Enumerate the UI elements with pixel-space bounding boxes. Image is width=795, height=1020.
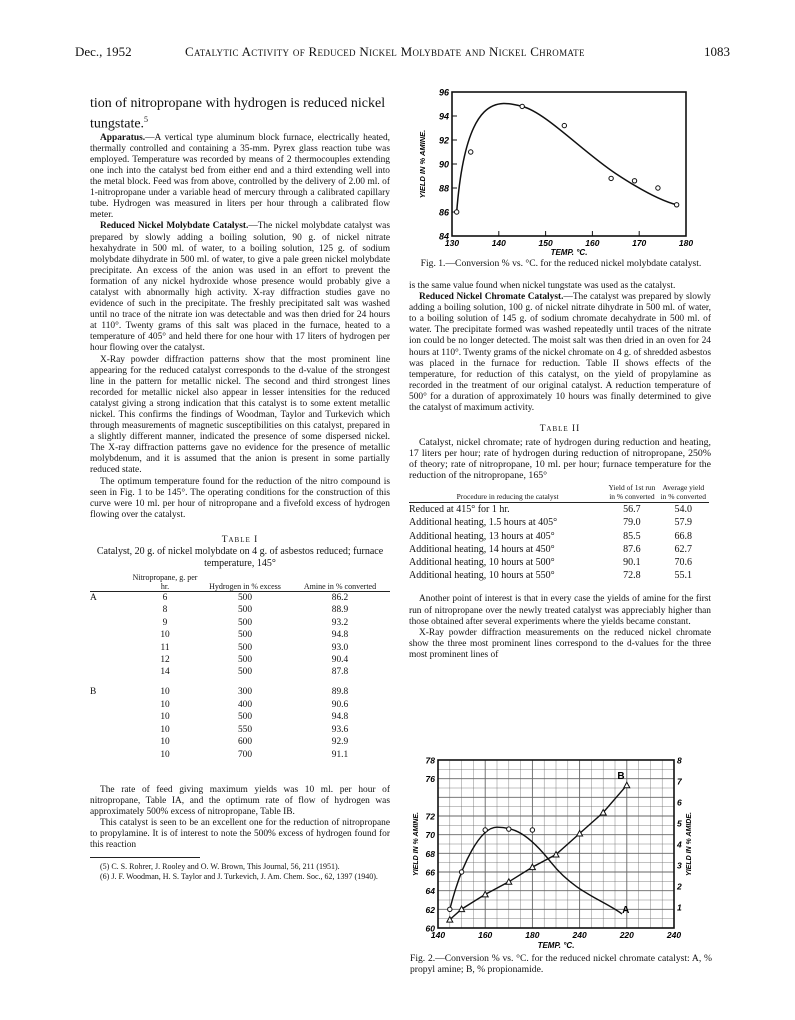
table-cell: 89.8: [331, 687, 349, 698]
table-cell: 94.8: [331, 712, 349, 723]
table-cell: 500: [237, 642, 253, 653]
xray-paragraph: X-Ray powder diffraction patterns show that the most prominent line appearing for the reduced catalyst corresponds to the d-value of the strongest line in the pattern for metallic nickel. The second and third strongest lines recorded for metallic nickel also appear in lesser intensities for the reduced catalyst giving a strong indication that this catalyst is to some extent metallic nickel. This confirms the findings of Woodman, Taylor and Turkevich which through measurements of magnetic susceptibilities on this catalyst, prepared in a slightly different manner, indicated the presence of some dispersed nickel. The X-ray diffraction patterns gave no evidence for the presence of metallic molybdenum, and it is assumed that the anion is present in some partially reduced state.: [90, 354, 390, 476]
y-right-tick-label: 4: [677, 839, 682, 850]
table-cell: [90, 617, 130, 629]
catalyst-excellent-paragraph: This catalyst is seen to be an excellent one for the reduction of nitropropane to propylamine. It is of interest to note the 500% excess of hydrogen found for this reaction: [90, 818, 390, 851]
table-cell: 62.7: [674, 543, 693, 555]
table-cell: 57.9: [674, 517, 693, 529]
series-b-point: [459, 906, 465, 912]
table-cell: 500: [237, 630, 253, 641]
y-axis-label-left: YIELD IN % AMINE.: [413, 812, 420, 876]
table-row: [90, 592, 390, 605]
table-cell: 56.7: [606, 503, 657, 517]
table-cell: 10: [160, 630, 170, 641]
y-tick-label: 62: [425, 904, 435, 915]
same-value-paragraph: is the same value found when nickel tungstate was used as the catalyst.: [409, 281, 676, 291]
x-tick-label: 170: [632, 238, 647, 248]
data-point: [469, 150, 473, 154]
table-row: [409, 530, 709, 543]
x-tick-label: 240: [666, 930, 682, 940]
y-right-tick-label: 5: [677, 818, 682, 829]
data-point: [454, 210, 458, 214]
table2-header-procedure: Procedure in reducing the catalyst: [456, 491, 559, 501]
table-row: [90, 642, 390, 654]
table1-header-amine: Amine in % converted: [303, 582, 377, 592]
table-row: [90, 736, 390, 748]
table-cell: 10: [160, 724, 170, 735]
table-cell: 14: [160, 667, 170, 678]
table-row: [90, 604, 390, 616]
table-cell: 91.1: [331, 749, 349, 760]
header-page-number: 1083: [704, 44, 730, 59]
x-tick-label: 140: [430, 930, 446, 940]
y-tick-label: 78: [425, 755, 435, 766]
y-right-tick-label: 2: [677, 881, 682, 892]
table-cell: [90, 699, 130, 711]
y-right-tick-label: 1: [677, 902, 682, 913]
x-axis-label: TEMP. °C.: [537, 941, 575, 950]
x-tick-label: 160: [478, 930, 493, 940]
series-b-point: [529, 864, 535, 870]
series-a-label: A: [622, 905, 630, 917]
series-a-point: [483, 828, 487, 832]
table-cell: 93.6: [331, 724, 349, 735]
table-cell: 85.5: [623, 530, 641, 542]
data-point: [609, 176, 613, 180]
table-cell: 6: [162, 593, 168, 604]
chromate-paragraph: Reduced Nickel Chromate Catalyst.—The catalyst was prepared by slowly adding a boiling solution, 100 g. of nickel nitrate dihydrate in 500 ml. of water, to a boiling solution of 145 g. of sodium chromate decahydrate in 500 ml. of water. The precipitate formed was washed repeatedly until traces of the nitrate ion could be no longer detected. The moist salt was then dried in an oven for 24 hours at 110°. Twenty grams of the nickel chromate on 4 g. of shredded asbestos was placed in the furnace for reduction. Table II shows effects of the temperature, for reduction of this catalyst, on the yield of propylamine as recorded in the treatment of our original catalyst. A reduction temperature of 500° for a duration of approximately 10 hours was finally determined to give the catalyst of maximum activity.: [409, 292, 711, 414]
data-point: [562, 123, 566, 127]
y-right-tick-label: 7: [677, 776, 682, 787]
table-cell: [90, 724, 130, 736]
footnote-divider: [90, 857, 200, 858]
x-tick-label: 180: [525, 930, 540, 940]
table-cell: 87.8: [331, 667, 349, 678]
table1-title: Table I: [221, 534, 259, 545]
table-cell: Additional heating, 10 hours at 550°: [409, 570, 555, 582]
table2-caption: Catalyst, nickel chromate; rate of hydrogen during reduction and heating, 17 liters per hour; rate of hydrogen during reduction of nitropropane, 250% of theory; rate of nitropropane, 10 ml. per hour; furnace temperature for the reduction of the nitropropane, 165°: [409, 437, 711, 482]
data-point: [656, 186, 660, 190]
x-axis-label: TEMP. °C.: [550, 248, 588, 257]
y-tick-label: 88: [438, 183, 449, 194]
series-a-point: [530, 828, 534, 832]
y-tick-label: 86: [438, 207, 449, 218]
y-tick-label: 84: [438, 231, 449, 242]
table-cell: 90.4: [331, 655, 349, 666]
table1-header-nitropropane: Nitropropane, g. per hr.: [132, 573, 198, 592]
table-row: [90, 724, 390, 736]
table-cell: 10: [160, 687, 170, 698]
table-cell: 70.6: [674, 557, 693, 569]
table-row: [409, 503, 709, 517]
table-cell: A: [90, 593, 97, 604]
table2-title: Table II: [539, 424, 581, 435]
table-cell: [90, 604, 130, 616]
table-cell: 500: [237, 605, 253, 616]
right-column: [409, 281, 711, 661]
table-row: [90, 679, 390, 699]
table-cell: [90, 629, 130, 641]
y-axis-label: YIELD IN % AMINE.: [418, 129, 427, 199]
table-row: [409, 516, 709, 529]
series-b-label: B: [617, 770, 625, 782]
figure-2-chart: [410, 752, 700, 952]
table-cell: 93.2: [331, 617, 349, 628]
x-tick-label: 140: [491, 238, 506, 248]
y-tick-label: 94: [438, 111, 449, 122]
y-tick-label: 96: [438, 87, 449, 98]
feed-rate-paragraph: The rate of feed giving maximum yields was 10 ml. per hour of nitropropane, Table IA, and the optimum rate of flow of hydrogen was approximately 500% excess of nitropropane, Table IB.: [90, 784, 390, 818]
table-cell: 92.9: [331, 737, 349, 748]
left-column: [90, 96, 390, 882]
header-date: Dec., 1952: [75, 44, 132, 59]
footnote-5: (5) C. S. Rohrer, J. Rooley and O. W. Brown, This Journal, 56, 211 (1951).: [100, 862, 340, 872]
table-cell: 700: [237, 749, 253, 760]
table-cell: 600: [237, 737, 253, 748]
yield-curve: [457, 103, 677, 212]
table-row: [90, 666, 390, 678]
table-cell: 500: [237, 593, 253, 604]
table-row: [409, 569, 709, 582]
y-tick-label: 64: [425, 886, 435, 897]
x-tick-label: 130: [444, 238, 460, 248]
table-cell: 54.0: [658, 503, 709, 517]
table-cell: 11: [160, 642, 170, 653]
table2: [409, 483, 709, 582]
table-cell: 9: [162, 617, 168, 628]
table-row: [90, 749, 390, 761]
y-tick-label: 76: [425, 774, 435, 785]
table-cell: Additional heating, 1.5 hours at 405°: [409, 517, 558, 529]
figure-1-caption: Fig. 1.—Conversion % vs. °C. for the reduced nickel molybdate catalyst.: [420, 258, 702, 269]
table-cell: 500: [237, 712, 253, 723]
table-row: [90, 654, 390, 666]
series-b-line: [450, 785, 630, 919]
series-a-point: [459, 870, 463, 874]
series-b-point: [482, 891, 488, 897]
y-right-tick-label: 6: [677, 797, 682, 808]
table-cell: [90, 654, 130, 666]
table-cell: 86.2: [331, 593, 349, 604]
table-cell: [90, 711, 130, 723]
table-cell: 550: [237, 724, 253, 735]
table-row: [90, 617, 390, 629]
intro-text: tion of nitropropane with hydrogen is reduced nickel tungstate.$^5$: [90, 96, 386, 132]
table-cell: 93.0: [331, 642, 349, 653]
table2-header-first-run: Yield of 1st run in % converted: [608, 483, 656, 501]
table-cell: 79.0: [623, 517, 641, 529]
table-cell: 400: [237, 699, 253, 710]
series-b-point: [506, 879, 512, 885]
figure-1-chart: [412, 86, 694, 260]
running-header: [75, 44, 730, 64]
table1-header-hydrogen: Hydrogen in % excess: [209, 582, 281, 592]
y-right-tick-label: 8: [677, 755, 682, 766]
table-cell: Additional heating, 14 hours at 450°: [409, 543, 555, 555]
header-title: Catalytic Activity of Reduced Nickel Molybdate and Nickel Chromate: [185, 44, 585, 59]
footnote-6: (6) J. F. Woodman, H. S. Taylor and J. Turkevich, J. Am. Chem. Soc., 62, 1397 (1940).: [100, 872, 378, 882]
table-row: [409, 556, 709, 569]
optimum-temperature-paragraph: The optimum temperature found for the reduction of the nitro compound is seen in Fig. 1 to be 145°. The operating conditions for the construction of this curve were 10 ml. per hour of nitropropane and a fivefold excess of hydrogen flowing over the catalyst.: [90, 476, 390, 520]
table-cell: Reduced at 415° for 1 hr.: [409, 503, 606, 517]
molybdate-paragraph: Reduced Nickel Molybdate Catalyst.—The nickel molybdate catalyst was prepared by slowly adding a boiling solution, 90 g. of nickel nitrate hexahydrate in 500 ml. of water, to a boiling solution, 125 g. of sodium molybdate dihydrate in 500 ml. of water, to give a pale green nickel molybdate precipitate. An excess of the anion was used in an effort to prevent the formation of any nickel hydroxide whose presence would probably give a catalyst with abnormally high activity. X-ray diffraction studies gave no evidence of such in the precipitate. The freshly precipitated salt was washed until no trace of the nitrate ion was detectable and was then dried for 24 hours at 110°. Twenty grams of this salt was placed in the furnace, heated to a temperature of 405° and held there for one hour with 17 liters of hydrogen per hour flowing over the catalyst.: [90, 221, 390, 354]
table-cell: 10: [160, 712, 170, 723]
x-tick-label: 150: [538, 238, 553, 248]
series-b-point: [624, 782, 630, 788]
xray-chromate-paragraph: X-Ray powder diffraction measurements on the reduced nickel chromate show the three most prominent lines correspond to the d-values for the three most prominent lines of: [409, 627, 711, 660]
y-axis-label-right: YIELD IN % AMIDE.: [686, 812, 693, 876]
table-cell: 87.6: [623, 543, 641, 555]
table-cell: 10: [160, 699, 170, 710]
data-point: [520, 104, 524, 108]
table-cell: 66.8: [674, 530, 693, 542]
table-cell: 72.8: [623, 570, 641, 582]
table-cell: 300: [237, 687, 253, 698]
yields-paragraph: Another point of interest is that in every case the yields of amine for the first run of nitropropane over the newly treated catalyst was appreciably higher than those obtained after several experiments where the yields became constant.: [409, 594, 711, 627]
data-point: [674, 203, 678, 207]
y-tick-label: 60: [425, 923, 435, 934]
table-cell: 10: [160, 737, 170, 748]
table-row: [90, 699, 390, 711]
table-row: [90, 711, 390, 723]
series-a-point: [448, 907, 452, 911]
table-cell: 500: [237, 667, 253, 678]
table-cell: 88.9: [331, 605, 349, 616]
table-row: [90, 629, 390, 641]
apparatus-paragraph: Apparatus.—A vertical type aluminum block furnace, electrically heated, thermally controlled and containing a 35-mm. Pyrex glass reaction tube was employed. Temperature was recorded by means of 2 thermocouples extending one inch into the catalyst bed from either end and a third extending well into the metal block. Feed was from above, controlled by the delivery of 2.00 ml. of 1-nitropropane under a variable head of mercury through a calibrated capillary tube. Hydrogen was measured in liters per hour through a calibrated flow meter.: [90, 132, 390, 221]
y-tick-label: 68: [425, 848, 435, 859]
table1-caption: Catalyst, 20 g. of nickel molybdate on 4 g. of asbestos reduced; furnace temperature, 145°: [96, 546, 384, 570]
y-right-tick-label: 3: [677, 860, 682, 871]
table-cell: 500: [237, 617, 253, 628]
table-cell: 55.1: [674, 570, 693, 582]
table-cell: 90.6: [331, 699, 349, 710]
y-tick-label: 72: [425, 811, 435, 822]
table1: [90, 573, 390, 761]
table-cell: 500: [237, 655, 253, 666]
table-row: [409, 543, 709, 556]
table-cell: [90, 666, 130, 678]
table-cell: 12: [160, 655, 170, 666]
y-tick-label: 66: [425, 867, 435, 878]
table-cell: [90, 642, 130, 654]
x-tick-label: 220: [619, 930, 634, 940]
table-cell: 90.1: [623, 557, 641, 569]
y-tick-label: 92: [438, 135, 449, 146]
table-cell: [90, 749, 130, 761]
y-tick-label: 70: [425, 830, 435, 841]
x-tick-label: 160: [585, 238, 600, 248]
table-cell: B: [90, 687, 97, 698]
table-cell: Additional heating, 13 hours at 405°: [409, 530, 555, 542]
table-cell: 8: [162, 605, 168, 616]
x-tick-label: 180: [678, 238, 694, 248]
y-tick-label: 90: [438, 159, 449, 170]
table-cell: Additional heating, 10 hours at 500°: [409, 557, 555, 569]
figure-2-caption: Fig. 2.—Conversion % vs. °C. for the reduced nickel chromate catalyst: A, % propyl amine; B, % propionamide.: [410, 953, 712, 975]
series-a-point: [507, 827, 511, 831]
table2-header-average: Average yield in % converted: [660, 483, 706, 501]
plot-frame: [452, 92, 686, 236]
table-cell: [90, 736, 130, 748]
table-cell: 10: [160, 749, 170, 760]
data-point: [632, 179, 636, 183]
table-cell: 94.8: [331, 630, 349, 641]
x-tick-label: 240: [572, 930, 587, 940]
